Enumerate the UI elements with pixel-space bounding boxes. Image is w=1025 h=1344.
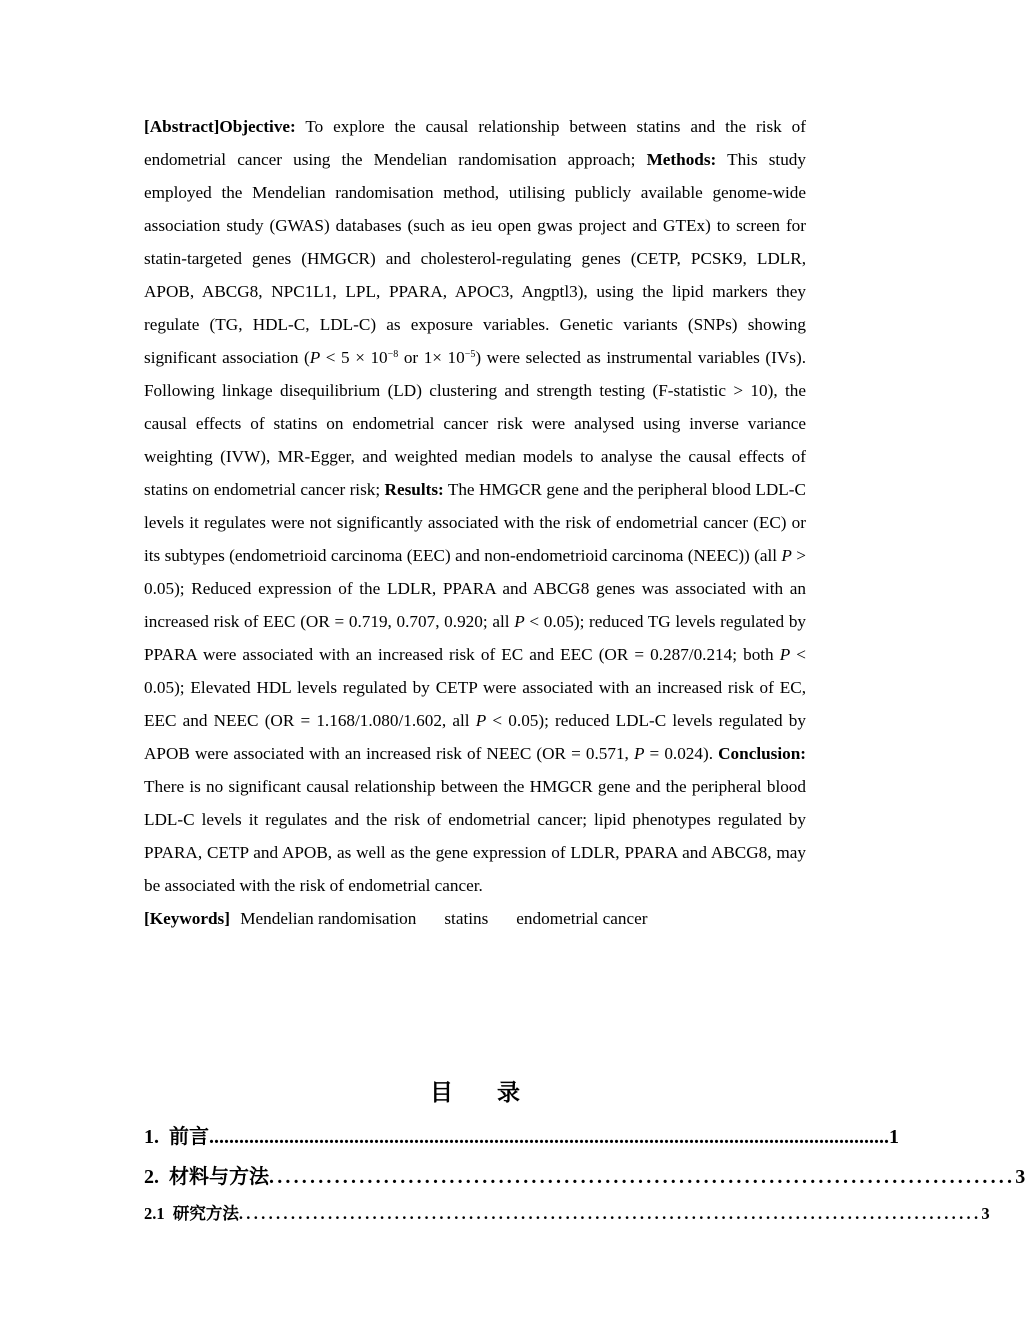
results-text: < 0.05); reduced LDL-C levels regulated by APOB were associated with an increased risk of NEEC (OR = 0.571, [144,711,806,763]
p-symbol: P [475,711,487,730]
toc-entry-number: 2. [144,1166,159,1188]
objective-heading: Objective: [219,117,296,136]
keywords-label: [Keywords] [144,909,230,928]
toc-page-number: 3 [1015,1166,1025,1188]
results-heading: Results: [384,480,444,499]
toc-entry-label: 前言 [169,1124,209,1148]
results-text: > 0.05); Reduced expression of the LDLR, PPARA and ABCG8 genes was associated with an increased risk of EEC (OR = 0.719, 0.707, 0.920; all [144,546,806,631]
toc-entry-research-methods[interactable] [144,1200,990,1224]
conclusion-heading: Conclusion: [718,744,807,763]
keyword: statins [444,909,489,928]
keyword: endometrial cancer [516,909,648,928]
toc-entry-number: 1. [144,1126,159,1148]
p-symbol: P [779,645,791,664]
toc-title-char: 录 [497,1080,520,1106]
methods-heading: Methods: [646,150,717,169]
p-symbol: P [514,612,525,631]
results-text: = 0.024). [644,744,714,763]
keywords-line [144,902,806,935]
methods-text: This study employed the Mendelian randomisation method, utilising publicly available genome-wide association study (GWAS) databases (such as ieu open gwas project and GTEx) to screen for statin-targeted genes (HMGCR) and cholesterol-regulating genes (CETP, PCSK9, LDLR, APOB, ABCG8, NPC1L1, LPL, PPARA, APOC3, Angptl3), using the lipid markers they regulate (TG, HDL-C, LDL-C) as exposure variables. Genetic variants (SNPs) showing significant association ( [144,150,806,367]
abstract-label: [Abstract] [144,117,220,136]
keyword: Mendelian randomisation [240,909,417,928]
toc-dot-leader: ........................................................................................... [269,1166,1016,1188]
toc-page-number: 3 [981,1204,990,1223]
exponent-a: −8 [387,349,399,360]
p-symbol: P [781,546,792,565]
p-symbol: P [309,348,321,367]
document-page [144,110,1025,1223]
toc-title-char: 目 [430,1080,453,1106]
methods-text-2: ) were selected as instrumental variables (IVs). Following linkage disequilibrium (LD) clustering and strength testing (F-statistic > 10), the causal effects of statins on endometrial cancer risk were analysed using inverse variance weighting (IVW), MR-Egger, and weighted median models to analyse the causal effects of statins on endometrial cancer risk; [144,348,806,499]
results-text: The HMGCR gene and the peripheral blood LDL-C levels it regulates were not significantly associated with the risk of endometrial cancer (EC) or its subtypes (endometrioid carcinoma (EEC) and non-endometrioid carcinoma (NEEC)) (all [144,480,806,565]
toc-page-number: 1 [889,1126,899,1148]
toc-entry-label: 材料与方法 [169,1164,269,1188]
toc-entry-label: 研究方法 [172,1204,239,1223]
toc-dot-leader: .................................................................................................... [238,1204,982,1223]
abstract-paragraph [144,110,806,902]
results-text: < 0.05); Elevated HDL levels regulated by CETP were associated with an increased risk of EC, EEC and NEEC (OR = 1.168/1.080/1.602, all [144,645,806,730]
objective-text: To explore the causal relationship between statins and the risk of endometrial cancer using the Mendelian randomisation approach; [144,117,806,169]
threshold-or: or 1× 10 [398,348,465,367]
p-symbol: P [633,744,645,763]
toc-title [144,1074,806,1107]
exponent-b: −5 [464,349,476,360]
toc-entry-materials-methods[interactable] [144,1160,1025,1189]
threshold-a: < 5 × 10 [320,348,388,367]
toc-dot-leader: ........................................................................................................................................ [209,1126,889,1148]
toc-entry-number: 2.1 [144,1204,165,1223]
results-text: < 0.05); reduced TG levels regulated by PPARA were associated with an increased risk of EC and EEC (OR = 0.287/0.214; both [144,612,807,664]
conclusion-text: There is no significant causal relationship between the HMGCR gene and the peripheral blood LDL-C levels it regulates and the risk of endometrial cancer; lipid phenotypes regulated by PPARA, CETP and APOB, as well as the gene expression of LDLR, PPARA and ABCG8, may be associated with the risk of endometrial cancer. [144,777,806,895]
toc-entry-introduction[interactable] [144,1120,899,1149]
